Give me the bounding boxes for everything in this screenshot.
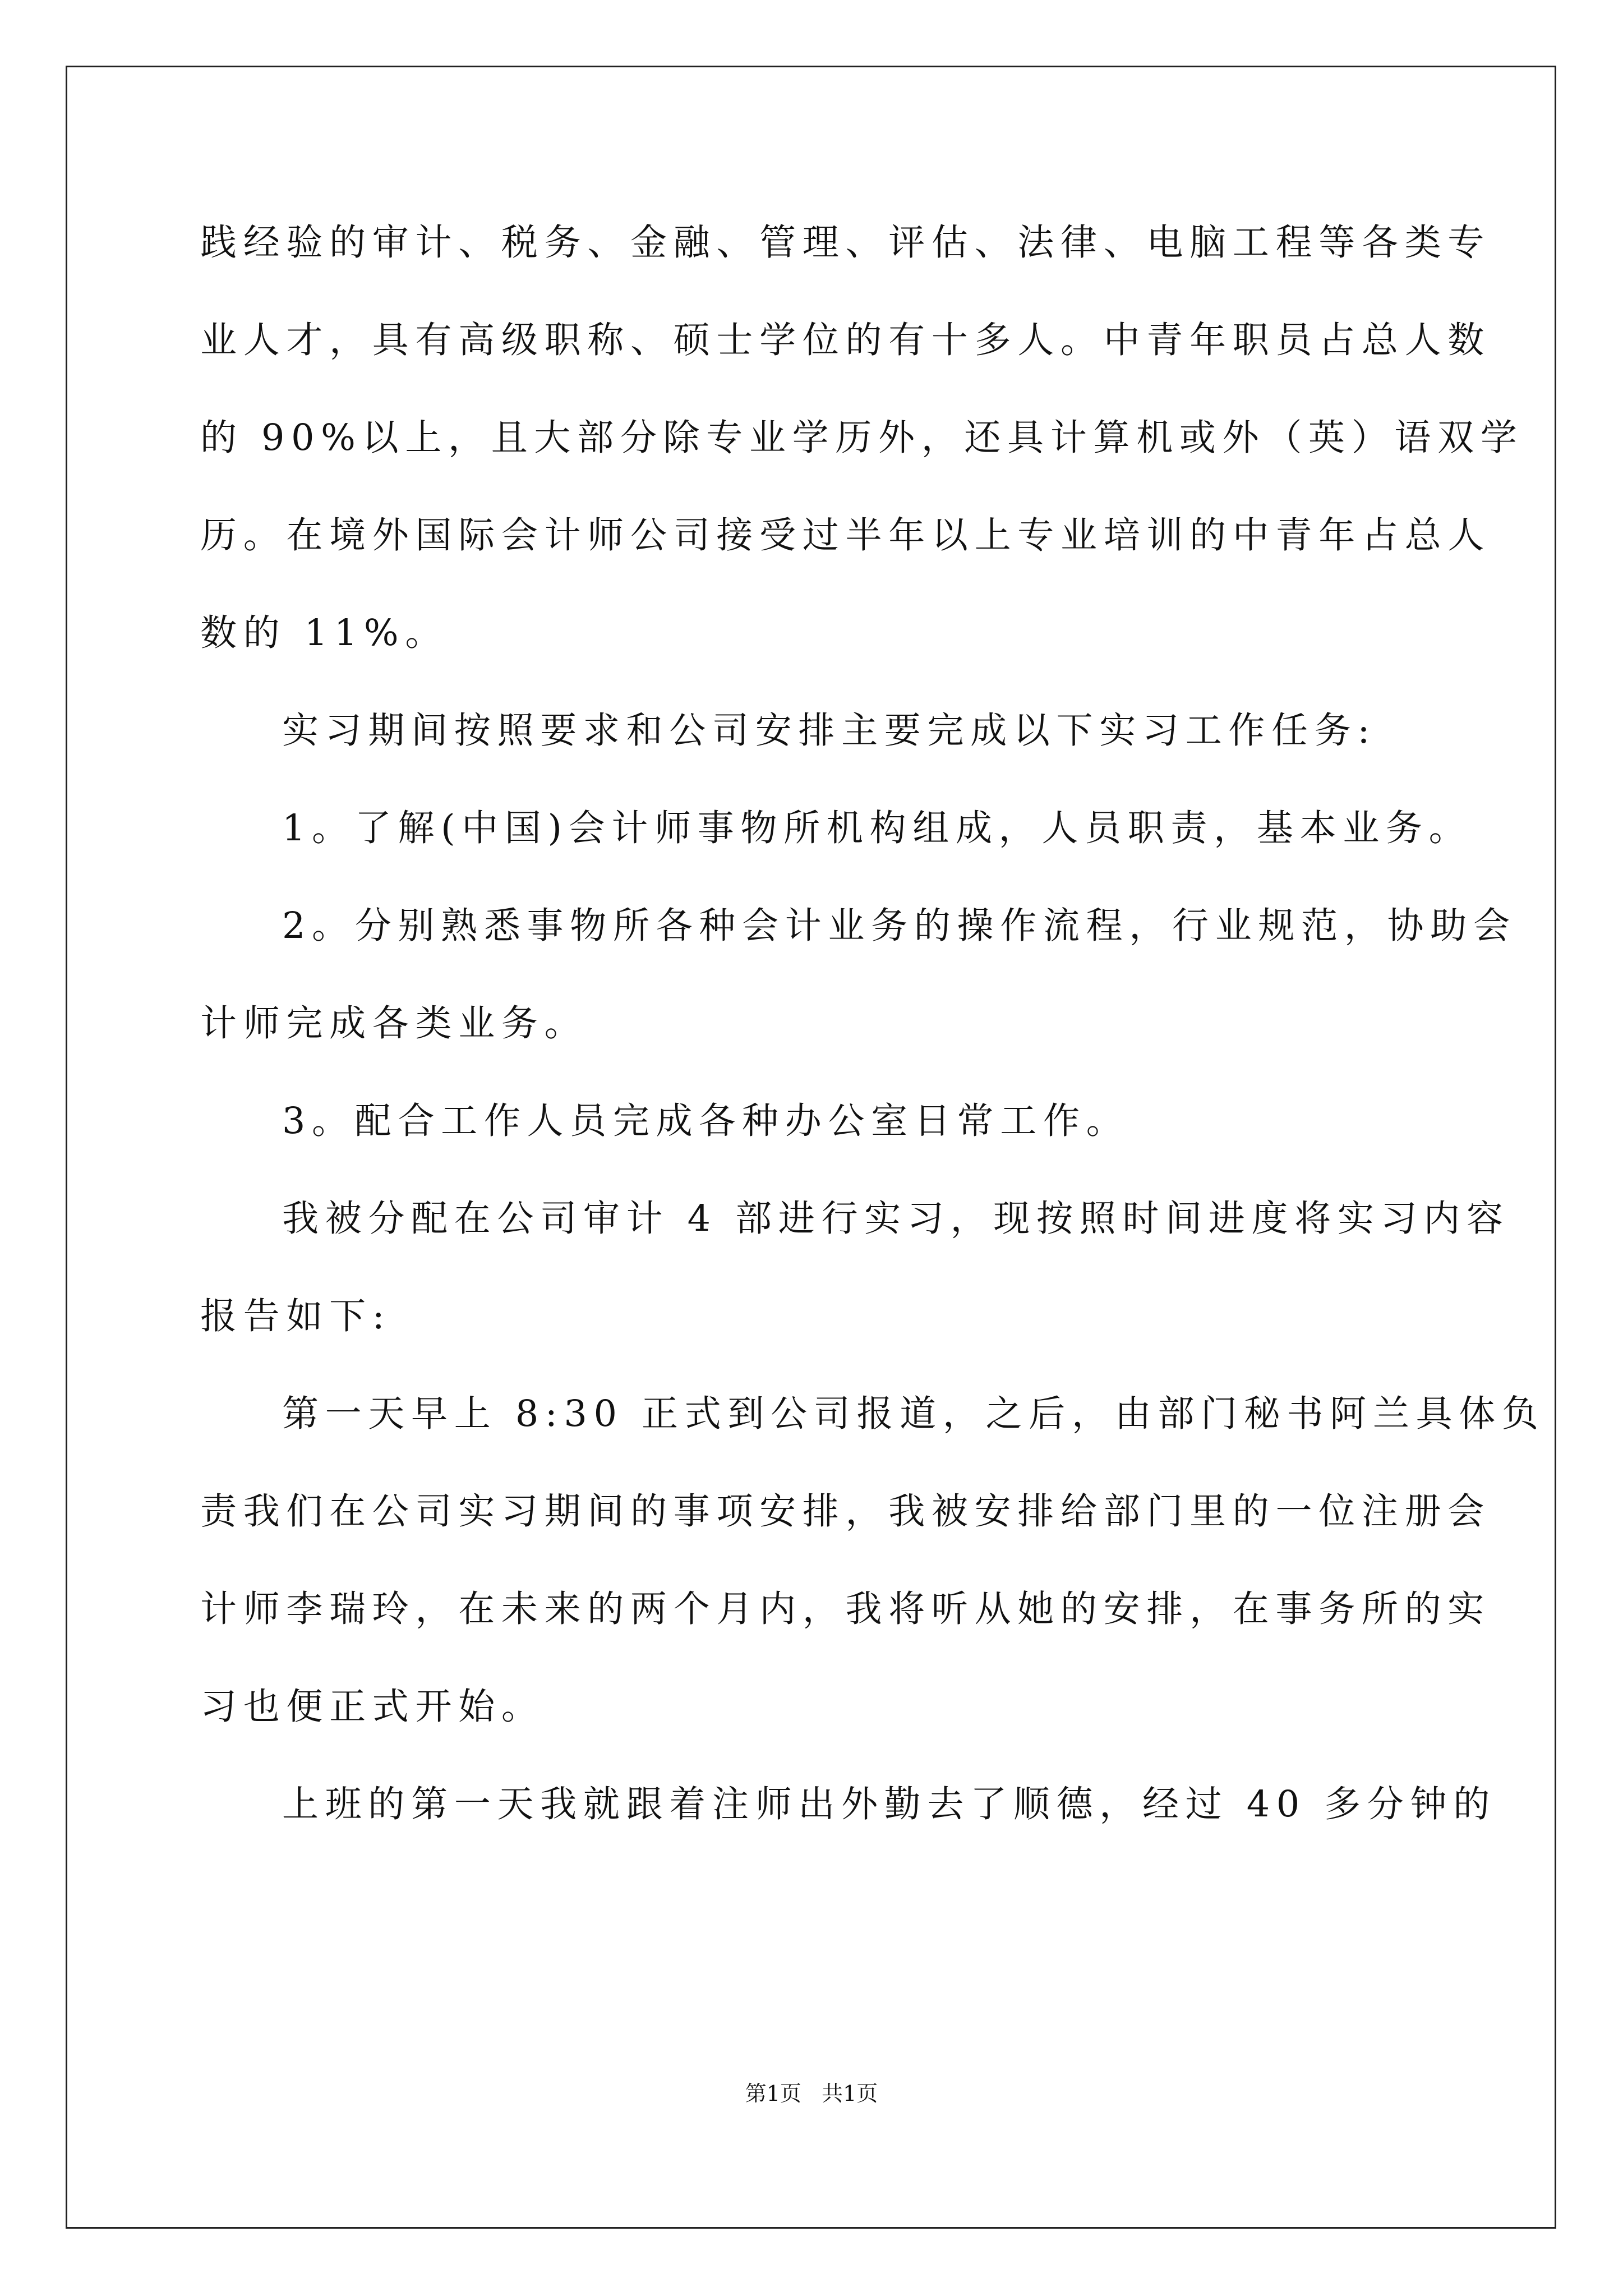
list-item-1: 1。了解(中国)会计师事物所机构组成，人员职责，基本业务。 <box>282 807 1472 849</box>
paragraph-first-line: 上班的第一天我就跟着注师出外勤去了顺德，经过 40 多分钟的 <box>282 1783 1497 1825</box>
text-line: 践经验的审计、税务、金融、管理、评估、法律、电脑工程等各类专 <box>200 222 1491 264</box>
page-footer <box>0 2077 1623 2110</box>
paragraph-first-line: 实习期间按照要求和公司安排主要完成以下实习工作任务: <box>282 710 1377 752</box>
paragraph-first-line: 第一天早上 8:30 正式到公司报道，之后，由部门秘书阿兰具体负 <box>282 1393 1545 1435</box>
text-line: 业人才，具有高级职称、硕士学位的有十多人。中青年职员占总人数 <box>200 319 1491 361</box>
text-line: 计师李瑞玲，在未来的两个月内，我将听从她的安排，在事务所的实 <box>200 1588 1491 1630</box>
text-line: 的 90%以上，且大部分除专业学历外，还具计算机或外（英）语双学 <box>200 417 1524 459</box>
list-item-3: 3。配合工作人员完成各种办公室日常工作。 <box>282 1100 1129 1142</box>
page-number: 第1页 共1页 <box>745 2081 878 2106</box>
text-line: 习也便正式开始。 <box>200 1686 545 1728</box>
list-item-2: 2。分别熟悉事物所各种会计业务的操作流程，行业规范，协助会 <box>282 905 1516 947</box>
paragraph-first-line: 我被分配在公司审计 4 部进行实习，现按照时间进度将实习内容 <box>282 1198 1510 1240</box>
text-line: 数的 11%。 <box>200 612 449 654</box>
text-line: 计师完成各类业务。 <box>200 1002 588 1045</box>
text-line: 责我们在公司实习期间的事项安排，我被安排给部门里的一位注册会 <box>200 1490 1491 1533</box>
text-line: 历。在境外国际会计师公司接受过半年以上专业培训的中青年占总人 <box>200 514 1491 556</box>
document-body <box>200 206 1545 1866</box>
text-line: 报告如下: <box>200 1295 391 1337</box>
